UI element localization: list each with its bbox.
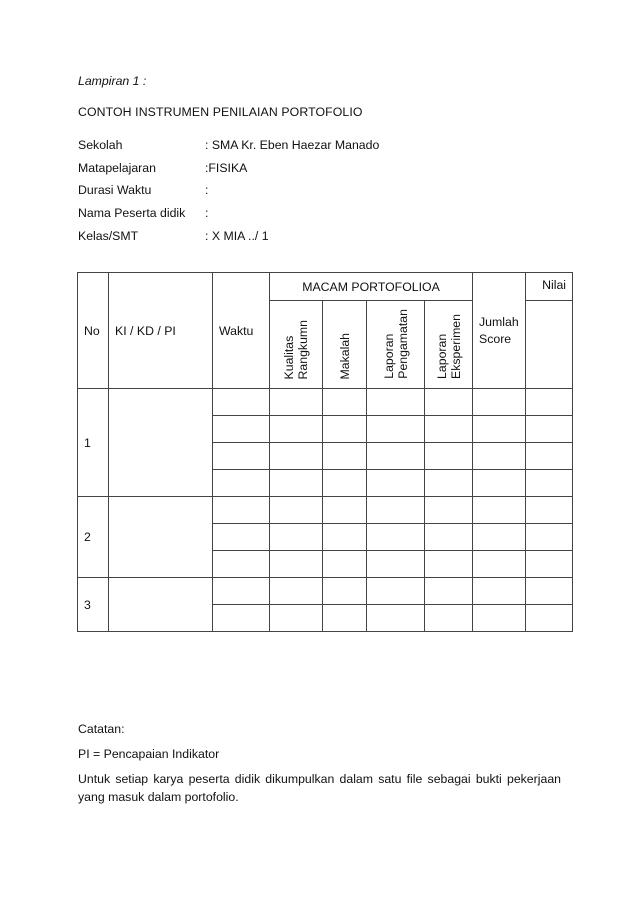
header-laporan-eksperimen: Laporan Eksperimen xyxy=(425,301,473,389)
table-row xyxy=(78,578,573,605)
header-waktu: Waktu xyxy=(213,273,270,389)
row-number: 2 xyxy=(78,497,109,578)
document-title: CONTOH INSTRUMEN PENILAIAN PORTOFOLIO xyxy=(78,105,363,119)
header-macam-portofolio: MACAM PORTOFOLIOA xyxy=(270,273,473,301)
ki-cell xyxy=(109,578,213,632)
note-paragraph: Untuk setiap karya peserta didik dikumpulkan dalam satu file sebagai bukti pekerjaan yang masuk dalam portofolio. xyxy=(78,772,561,804)
info-label: Kelas/SMT xyxy=(78,229,139,243)
pi-note: PI = Pencapaian Indikator xyxy=(78,747,220,761)
info-label: Sekolah xyxy=(78,138,123,152)
table-row xyxy=(78,497,573,524)
header-jumlah-score xyxy=(473,273,526,389)
ki-cell xyxy=(109,497,213,578)
header-ki-kd-pi: KI / KD / PI xyxy=(109,273,213,389)
header-makalah: Makalah xyxy=(323,301,367,389)
header-nilai: Nilai xyxy=(526,273,573,301)
info-value: : X MIA ../ 1 xyxy=(205,229,269,243)
jumlah-label: Jumlah xyxy=(479,314,519,329)
score-label: Score xyxy=(479,331,512,346)
info-value: :FISIKA xyxy=(205,161,248,175)
info-label: Nama Peserta didik xyxy=(78,206,186,220)
info-value: : xyxy=(205,183,209,197)
info-label: Matapelajaran xyxy=(78,161,156,175)
info-label: Durasi Waktu xyxy=(78,183,152,197)
info-value: : SMA Kr. Eben Haezar Manado xyxy=(205,138,380,152)
header-no: No xyxy=(78,273,109,389)
header-laporan-pengamatan: Laporan Pengamatan xyxy=(367,301,425,389)
nilai-cell xyxy=(526,301,573,389)
info-value: : xyxy=(205,206,209,220)
row-number: 3 xyxy=(78,578,109,632)
row-number: 1 xyxy=(78,389,109,497)
table-row xyxy=(78,389,573,416)
catatan-label: Catatan: xyxy=(78,722,125,736)
ki-cell xyxy=(109,389,213,497)
portfolio-table xyxy=(77,272,573,632)
lampiran-label: Lampiran 1 : xyxy=(78,74,147,88)
header-kualitas-rangkumn: Kualitas Rangkumn xyxy=(270,301,323,389)
